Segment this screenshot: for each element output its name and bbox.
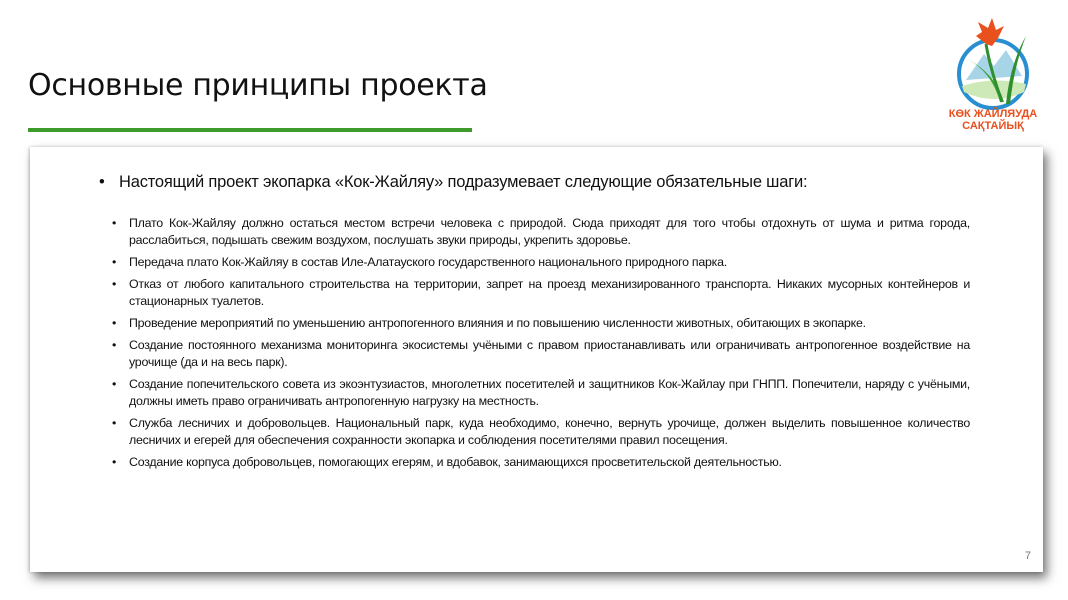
list-item: • Проведение мероприятий по уменьшению антропогенного влияния и по повышению численности животных, обитающих в экопарке.	[110, 315, 970, 332]
page-number: 7	[1024, 550, 1031, 562]
svg-text:КӨК ЖАЙЛЯУДА: КӨК ЖАЙЛЯУДА	[948, 108, 1038, 120]
title-underline	[28, 128, 472, 132]
list-item: • Служба лесничих и добровольцев. Национальный парк, куда необходимо, конечно, вернуть урочище, должен выделить повышенное количество лесничих и егерей для обеспечения сохранности экопарка и соблюдения посетителями правил посещения.	[110, 415, 970, 449]
list-item: • Создание постоянного механизма мониторинга экосистемы учёными с правом приостанавливать или ограничивать антропогенное воздействие на урочище (да и на весь парк).	[110, 337, 970, 371]
list-item: • Плато Кок-Жайляу должно остаться местом встречи человека с природой. Сюда приходят для того чтобы отдохнуть от шума и ритма города, расслабиться, подышать свежим воздухом, послушать звуки природы, укрепить здоровье.	[110, 215, 970, 249]
logo	[946, 14, 1054, 132]
list-item: • Создание корпуса добровольцев, помогающих егерям, и вдобавок, занимающихся просветительской деятельностью.	[110, 454, 970, 471]
steps-list	[110, 215, 970, 476]
list-item: • Создание попечительского совета из экоэнтузиастов, многолетних посетителей и защитников Кок-Жайлау при ГНПП. Попечители, наряду с учёными, должны иметь право ограничивать антропогенную нагрузку на местность.	[110, 376, 970, 410]
list-item: • Передача плато Кок-Жайляу в состав Иле-Алатауского государственного национального природного парка.	[110, 254, 970, 271]
content-card	[30, 147, 1043, 572]
slide-title: Основные принципы проекта	[28, 68, 488, 103]
list-item: • Отказ от любого капитального строительства на территории, запрет на проезд механизированного транспорта. Никаких мусорных контейнеров и стационарных туалетов.	[110, 276, 970, 310]
main-bullet: • Настоящий проект экопарка «Кок-Жайляу» подразумевает следующие обязательные шаги:	[100, 173, 807, 192]
svg-text:САҚТАЙЫҚ: САҚТАЙЫҚ	[962, 120, 1024, 132]
